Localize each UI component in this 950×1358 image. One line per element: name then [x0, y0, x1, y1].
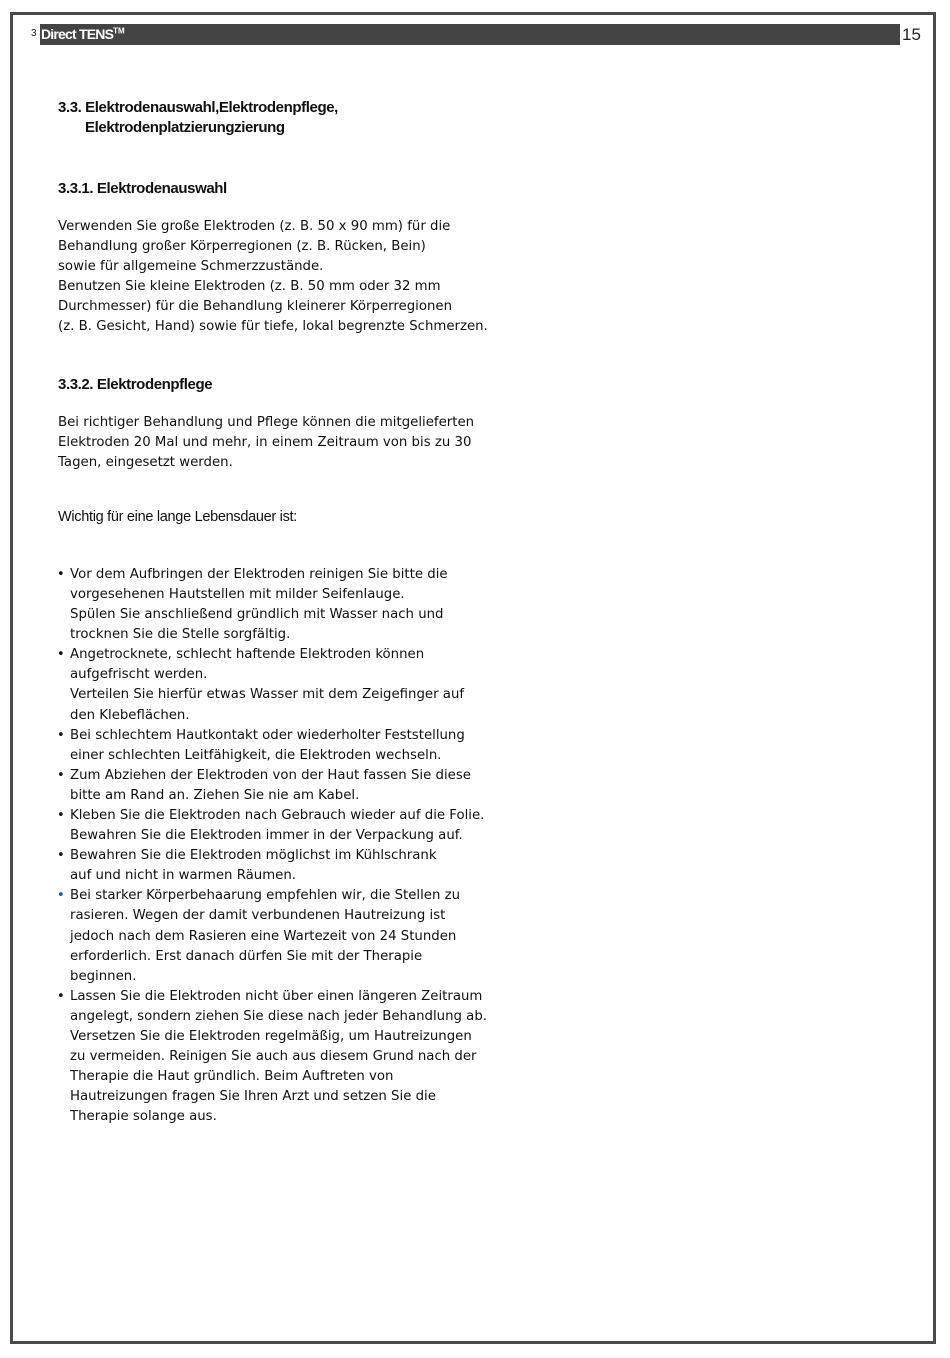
page-number: 15 [902, 25, 921, 44]
list-item [58, 645, 558, 725]
list-item-line: rasieren. Wegen der damit verbundenen Hautreizung ist [70, 908, 446, 924]
brand-trademark: TM [113, 26, 125, 36]
list-item-line: vorgesehenen Hautstellen mit milder Seifenlauge. [70, 586, 405, 602]
brand-name: Direct TENS [41, 26, 114, 42]
header-tick: 3 [31, 28, 37, 39]
paragraph-line: Benutzen Sie kleine Elektroden (z. B. 50 mm oder 32 mm [58, 279, 441, 295]
list-item-line: • Bei schlechtem Hautkontakt oder wiederholter Feststellung [70, 727, 465, 743]
list-item-line: trocknen Sie die Stelle sorgfältig. [70, 627, 291, 643]
list-item-line: Bewahren Sie die Elektroden immer in der Verpackung auf. [70, 828, 463, 844]
list-item-line: Spülen Sie anschließend gründlich mit Wasser nach und [70, 607, 444, 623]
list-item-line: bitte am Rand an. Ziehen Sie nie am Kabel. [70, 787, 360, 803]
list-item-line: beginnen. [70, 968, 137, 984]
brand-logo [41, 26, 125, 42]
list-item [58, 726, 558, 766]
list-item-line: erforderlich. Erst danach dürfen Sie mit der Therapie [70, 948, 423, 964]
list-item-line: den Klebeflächen. [70, 707, 190, 723]
paragraph-line: Elektroden 20 Mal und mehr, in einem Zeitraum von bis zu 30 [58, 434, 472, 450]
section-title [58, 98, 558, 138]
list-item-line: zu vermeiden. Reinigen Sie auch aus diesem Grund nach der [70, 1049, 477, 1065]
paragraph-line: Verwenden Sie große Elektroden (z. B. 50 x 90 mm) für die [58, 219, 451, 234]
list-item-line: angelegt, sondern ziehen Sie diese nach jeder Behandlung ab. [70, 1008, 487, 1024]
paragraph-line: Behandlung großer Körperregionen (z. B. Rücken, Bein) [58, 239, 426, 255]
list-item-line: Verteilen Sie hierfür etwas Wasser mit dem Zeigefinger auf [70, 687, 465, 703]
list-item-line: • Kleben Sie die Elektroden nach Gebrauch wieder auf die Folie. [70, 807, 485, 823]
section-title-line-1: 3.3. Elektrodenauswahl,Elektrodenpflege, [58, 99, 338, 116]
pflege-paragraph [58, 413, 558, 473]
lifetime-note: Wichtig für eine lange Lebensdauer ist: [58, 508, 297, 525]
page-content [58, 98, 558, 1127]
paragraph-line: Durchmesser) für die Behandlung kleinerer Körperregionen [58, 299, 453, 315]
list-item-line: Versetzen Sie die Elektroden regelmäßig, um Hautreizungen [70, 1029, 472, 1044]
subsection-title-auswahl: 3.3.1. Elektrodenauswahl [58, 180, 227, 197]
header-bar [40, 24, 900, 45]
subsection-title-pflege: 3.3.2. Elektrodenpflege [58, 375, 213, 393]
paragraph-line: sowie für allgemeine Schmerzzustände. [58, 259, 324, 275]
list-item-line: Hautreizungen fragen Sie Ihren Arzt und setzen Sie die [70, 1089, 436, 1105]
list-item-line: • Zum Abziehen der Elektroden von der Haut fassen Sie diese [70, 767, 471, 783]
section-title-line-2: Elektrodenplatzierungzierung [85, 119, 285, 136]
list-item [58, 766, 558, 806]
list-item-line: Therapie solange aus. [70, 1109, 217, 1125]
list-item-line: • Vor dem Aufbringen der Elektroden reinigen Sie bitte die [70, 566, 448, 582]
list-item [58, 846, 558, 886]
care-tips-list [58, 565, 558, 1128]
list-item-line: jedoch nach dem Rasieren eine Wartezeit von 24 Stunden [70, 928, 457, 944]
list-item-line: • Lassen Sie die Elektroden nicht über einen längeren Zeitraum [70, 988, 483, 1004]
paragraph-line: Bei richtiger Behandlung und Pflege können die mitgelieferten [58, 414, 475, 430]
list-item [58, 886, 558, 986]
list-item-line: auf und nicht in warmen Räumen. [70, 868, 297, 884]
list-item [58, 806, 558, 846]
list-item-line: • Bewahren Sie die Elektroden möglichst im Kühlschrank [70, 848, 437, 864]
paragraph-line: Tagen, eingesetzt werden. [58, 454, 233, 470]
list-item [58, 987, 558, 1128]
auswahl-paragraph [58, 217, 558, 338]
list-item-line: aufgefrischt werden. [70, 667, 208, 683]
list-item-line: einer schlechten Leitfähigkeit, die Elektroden wechseln. [70, 747, 442, 763]
list-item-line: • Angetrocknete, schlecht haftende Elektroden können [70, 647, 425, 663]
list-item [58, 565, 558, 645]
list-item-line: • Bei starker Körperbehaarung empfehlen wir, die Stellen zu [70, 888, 461, 904]
list-item-line: Therapie die Haut gründlich. Beim Auftreten von [70, 1069, 394, 1085]
paragraph-line: (z. B. Gesicht, Hand) sowie für tiefe, lokal begrenzte Schmerzen. [58, 319, 488, 335]
